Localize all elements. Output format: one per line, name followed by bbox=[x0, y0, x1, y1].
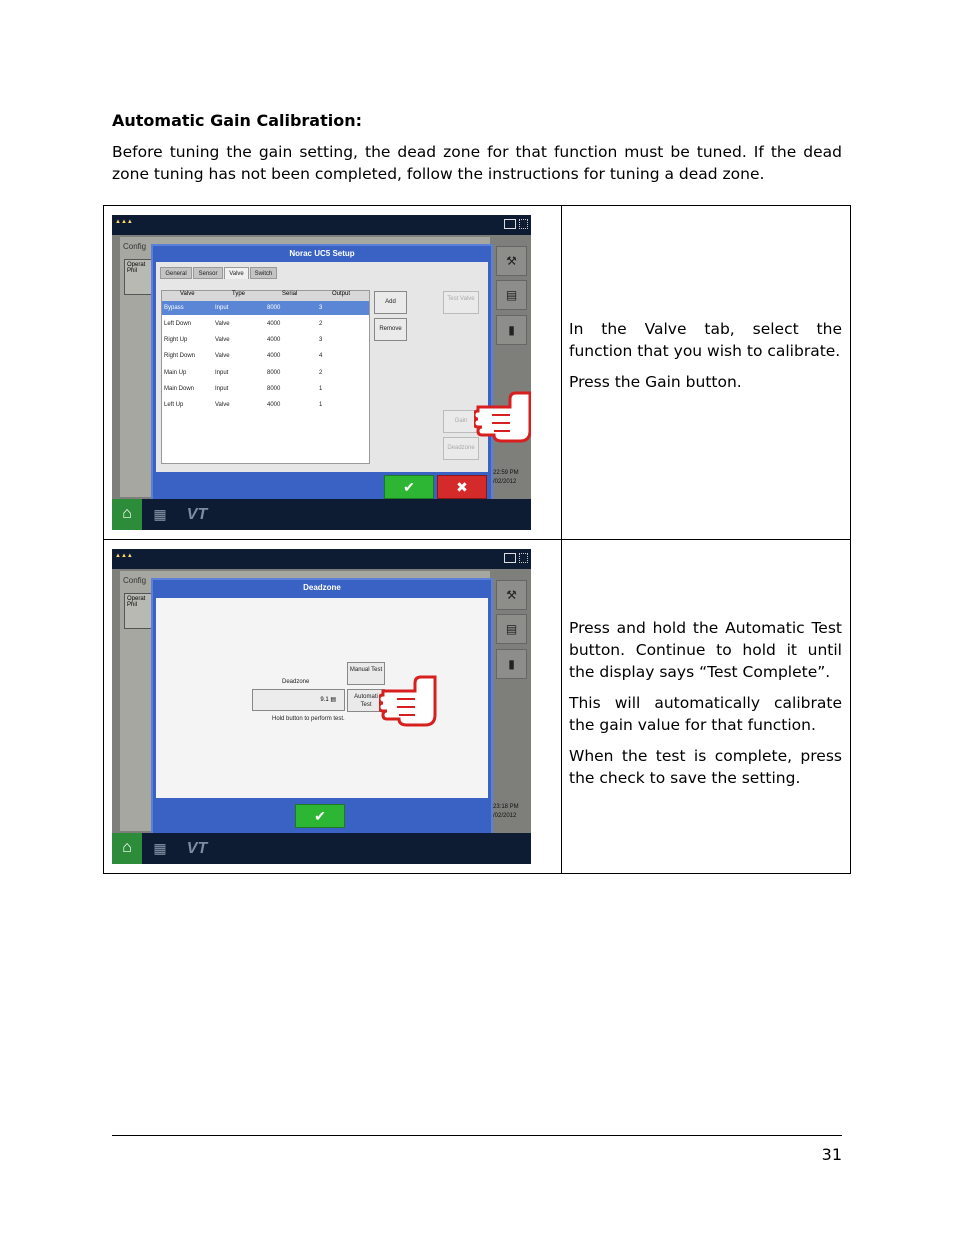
tab-switch[interactable]: Switch bbox=[250, 267, 277, 279]
automatic-test-button[interactable]: Automati Test bbox=[347, 689, 385, 712]
background-config-label: Config bbox=[123, 576, 147, 585]
clipboard-icon[interactable]: ▤ bbox=[496, 614, 527, 644]
remove-button[interactable]: Remove bbox=[374, 318, 407, 341]
menu-grid-icon[interactable] bbox=[519, 219, 528, 229]
step-2-image-cell bbox=[104, 540, 562, 874]
col-valve: Valve bbox=[180, 291, 195, 297]
grid-icon[interactable]: ▦ bbox=[153, 506, 167, 522]
clipboard-icon[interactable]: ▤ bbox=[496, 280, 527, 310]
valve-list-header bbox=[162, 291, 369, 301]
step-2-paragraph-3: When the test is complete, press the check to save the setting. bbox=[569, 747, 842, 787]
top-bar bbox=[112, 215, 531, 235]
page-number: 31 bbox=[821, 1145, 842, 1164]
table-row[interactable]: Left Down Valve 4000 2 bbox=[164, 321, 323, 327]
grid-icon[interactable]: ▦ bbox=[153, 840, 167, 856]
device-status-icon[interactable]: ▮ bbox=[496, 315, 527, 345]
clock-readout: 23:18 PM /02/2012 bbox=[493, 804, 519, 819]
brand-logo: ▲▲▲ bbox=[115, 219, 133, 225]
step-1-text-cell bbox=[562, 206, 851, 540]
background-operator-box: Operat Phil bbox=[124, 259, 154, 295]
section-heading: Automatic Gain Calibration: bbox=[112, 111, 363, 130]
deadzone-value-field[interactable]: 9.1 ▤ bbox=[252, 689, 345, 711]
col-output: Output bbox=[332, 291, 351, 297]
clock-readout: 22:59 PM /02/2012 bbox=[493, 470, 519, 485]
table-row[interactable]: Main Down Input 8000 1 bbox=[164, 386, 323, 392]
tab-valve[interactable]: Valve bbox=[224, 267, 249, 279]
valve-list bbox=[161, 290, 370, 464]
deadzone-dialog bbox=[151, 578, 493, 836]
footer-rule bbox=[112, 1135, 842, 1136]
screenshot-deadzone bbox=[112, 549, 531, 864]
col-type: Type bbox=[232, 291, 246, 297]
bottom-bar bbox=[112, 833, 531, 864]
wrench-icon[interactable]: ⚒ bbox=[496, 246, 527, 276]
manual-test-button[interactable]: Manual Test bbox=[347, 662, 385, 685]
step-2-text-cell bbox=[562, 540, 851, 874]
step-2-text bbox=[569, 617, 842, 798]
home-icon[interactable]: ⌂ bbox=[112, 499, 142, 530]
step-1-paragraph-1: In the Valve tab, select the function that you wish to calibrate. bbox=[569, 320, 842, 360]
deadzone-value: 9.1 bbox=[320, 697, 329, 703]
wrench-icon[interactable]: ⚒ bbox=[496, 580, 527, 610]
dialog-body bbox=[156, 262, 488, 472]
step-1-text bbox=[569, 318, 842, 402]
deadzone-button[interactable]: Deadzone bbox=[443, 437, 479, 460]
device-status-icon[interactable]: ▮ bbox=[496, 649, 527, 679]
step-1-image-cell bbox=[104, 206, 562, 540]
table-row[interactable]: Left Up Valve 4000 1 bbox=[164, 402, 323, 408]
pointing-hand-icon bbox=[474, 385, 531, 447]
confirm-check-button[interactable]: ✔ bbox=[384, 475, 434, 499]
uc5-setup-dialog bbox=[151, 244, 493, 502]
add-button[interactable]: Add bbox=[374, 291, 407, 314]
home-icon[interactable]: ⌂ bbox=[112, 833, 142, 864]
gain-button[interactable]: Gain bbox=[443, 410, 479, 433]
vt-icon[interactable]: VT bbox=[186, 840, 208, 857]
window-icon[interactable] bbox=[504, 553, 516, 563]
tab-general[interactable]: General bbox=[160, 267, 192, 279]
screenshot-uc5-setup bbox=[112, 215, 531, 530]
hold-hint-text: Hold button to perform test. bbox=[272, 716, 345, 722]
step-1-paragraph-2: Press the Gain button. bbox=[569, 373, 742, 391]
instruction-table bbox=[103, 205, 851, 874]
background-operator-box: Operat Phil bbox=[124, 593, 154, 629]
step-2-paragraph-1: Press and hold the Automatic Test button. Continue to hold it until the display says “Test Complete”. bbox=[569, 619, 842, 681]
dialog-title: Norac UC5 Setup bbox=[289, 249, 355, 258]
deadzone-label: Deadzone bbox=[282, 679, 310, 685]
table-row[interactable]: Main Up Input 8000 2 bbox=[164, 370, 323, 376]
step-row-2 bbox=[104, 540, 851, 874]
background-config-label: Config bbox=[123, 242, 147, 251]
table-row[interactable]: Bypass Input 8000 3 bbox=[162, 301, 369, 315]
confirm-check-button[interactable]: ✔ bbox=[295, 804, 345, 828]
table-row[interactable]: Right Down Valve 4000 4 bbox=[164, 353, 323, 359]
pointing-hand-icon bbox=[379, 669, 439, 731]
tab-sensor[interactable]: Sensor bbox=[193, 267, 223, 279]
test-valve-button[interactable]: Test Valve bbox=[443, 291, 479, 314]
step-2-paragraph-2: This will automatically calibrate the gain value for that function. bbox=[569, 694, 842, 734]
cancel-x-button[interactable]: ✖ bbox=[437, 475, 487, 499]
step-row-1 bbox=[104, 206, 851, 540]
menu-grid-icon[interactable] bbox=[519, 553, 528, 563]
table-row[interactable]: Right Up Valve 4000 3 bbox=[164, 337, 323, 343]
brand-logo: ▲▲▲ bbox=[115, 553, 133, 559]
top-bar bbox=[112, 549, 531, 569]
vt-icon[interactable]: VT bbox=[186, 506, 208, 523]
window-icon[interactable] bbox=[504, 219, 516, 229]
bottom-bar bbox=[112, 499, 531, 530]
dialog-title: Deadzone bbox=[303, 583, 341, 592]
col-serial: Serial bbox=[282, 291, 298, 297]
intro-paragraph: Before tuning the gain setting, the dead zone for that function must be tuned. If the dead zone tuning has not been completed, follow the instructions for tuning a dead zone. bbox=[112, 143, 842, 183]
